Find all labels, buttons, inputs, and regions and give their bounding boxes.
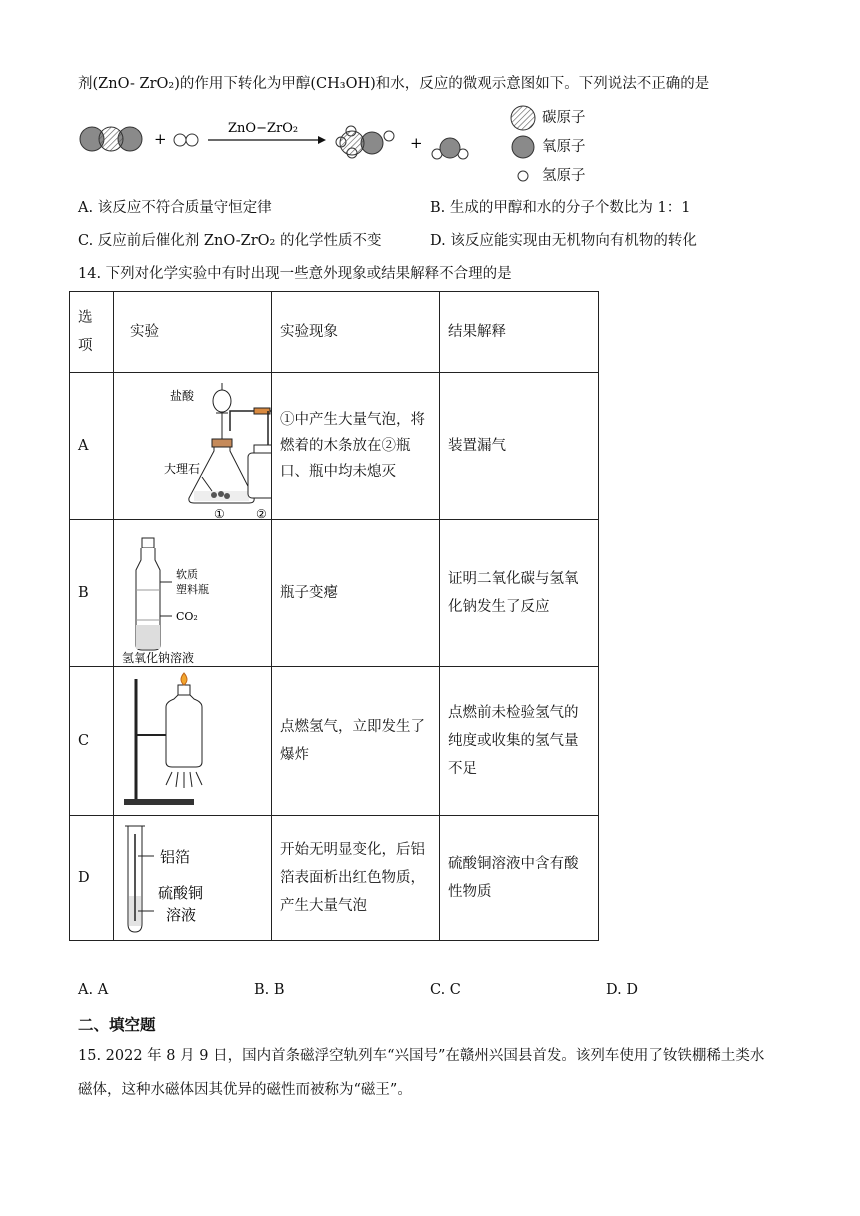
legend-oxygen: 氧原子	[542, 139, 586, 155]
label-plastic-bottle: 塑料瓶	[176, 583, 209, 596]
plus-sign-2: +	[410, 134, 423, 152]
methanol-molecule	[336, 126, 394, 158]
table-row	[70, 373, 599, 520]
q13-option-d: D. 该反应能实现由无机物向有机物的转化	[430, 233, 697, 249]
q13-option-b: B. 生成的甲醇和水的分子个数比为 1：1	[430, 200, 691, 216]
row-c-phenomenon: 点燃氢气，立即发生了爆炸	[272, 667, 440, 816]
table-row	[70, 667, 599, 816]
q13-option-a: A. 该反应不符合质量守恒定律	[78, 200, 272, 216]
gas-generation-apparatus-figure	[114, 373, 271, 519]
row-a-option: A	[70, 373, 114, 520]
plastic-bottle-figure	[114, 520, 271, 666]
row-d-phenomenon: 开始无明显变化，后铝箔表面析出红色物质，产生大量气泡	[272, 816, 440, 941]
q14-table	[69, 291, 599, 941]
intro-line: 剂(ZnO- ZrO₂)的作用下转化为甲醇(CH₃OH)和水，反应的微观示意图如下。下列说法不正确的是	[78, 76, 710, 92]
row-a-phenomenon: ①中产生大量气泡，将燃着的木条放在②瓶口、瓶中均未熄灭	[272, 373, 440, 520]
row-a-figure-cell	[114, 373, 272, 520]
header-explanation: 结果解释	[440, 292, 599, 373]
answer-a: A. A	[78, 982, 109, 998]
label-copper-sulfate: 硫酸铜	[158, 884, 204, 902]
row-c-figure-cell	[114, 667, 272, 816]
atom-legend	[511, 106, 535, 181]
section-title: 二、填空题	[78, 1016, 156, 1034]
mark-bottle-2: ②	[256, 507, 267, 519]
h2-molecule	[174, 134, 198, 146]
label-soft: 软质	[176, 568, 198, 581]
answer-c: C. C	[430, 982, 461, 998]
row-d-figure-cell	[114, 816, 272, 941]
label-marble: 大理石	[164, 462, 201, 476]
legend-hydrogen: 氢原子	[542, 168, 586, 184]
header-experiment	[114, 292, 272, 373]
header-experiment-text: 实验	[130, 324, 159, 340]
test-tube-figure	[114, 816, 271, 940]
header-option	[70, 292, 114, 373]
row-c-explanation: 点燃前未检验氢气的纯度或收集的氢气量不足	[440, 667, 599, 816]
q13-option-c: C. 反应前后催化剂 ZnO-ZrO₂ 的化学性质不变	[78, 233, 382, 249]
hydrogen-ignition-figure	[114, 667, 271, 815]
label-solution: 溶液	[166, 906, 197, 924]
row-d-option: D	[70, 816, 114, 941]
row-d-explanation: 硫酸铜溶液中含有酸性物质	[440, 816, 599, 941]
row-b-phenomenon: 瓶子变瘪	[272, 520, 440, 667]
label-co2: CO₂	[176, 610, 198, 623]
water-molecule	[432, 138, 468, 159]
row-b-option: B	[70, 520, 114, 667]
q15-line-2: 磁体，这种水磁体因其优异的磁性而被称为“磁王”。	[78, 1082, 412, 1098]
q15-line-1: 15. 2022 年 8 月 9 日，国内首条磁浮空轨列车“兴国号”在赣州兴国县首发。该列车使用了钕铁棚稀土类水	[78, 1048, 765, 1064]
row-a-explanation: 装置漏气	[440, 373, 599, 520]
label-naoh-solution: 氢氧化钠溶液	[122, 651, 195, 665]
header-option-text: 选项	[78, 310, 93, 354]
row-b-figure-cell	[114, 520, 272, 667]
mark-flask-1: ①	[214, 507, 225, 519]
label-hydrochloric-acid: 盐酸	[170, 389, 195, 403]
table-row	[70, 816, 599, 941]
label-aluminum-foil: 铝箔	[160, 848, 191, 866]
legend-carbon: 碳原子	[542, 110, 586, 126]
q14-stem: 14. 下列对化学实验中有时出现一些意外现象或结果解释不合理的是	[78, 266, 512, 282]
catalyst-label: ZnO−ZrO₂	[228, 121, 299, 136]
header-phenomenon: 实验现象	[272, 292, 440, 373]
reaction-diagram	[70, 100, 610, 190]
plus-sign-1: +	[154, 130, 167, 148]
row-b-explanation: 证明二氧化碳与氢氧化钠发生了反应	[440, 520, 599, 667]
row-c-option: C	[70, 667, 114, 816]
table-header-row	[70, 292, 599, 373]
co2-molecule	[80, 127, 142, 151]
answer-d: D. D	[606, 982, 638, 998]
answer-b: B. B	[254, 982, 285, 998]
table-row	[70, 520, 599, 667]
